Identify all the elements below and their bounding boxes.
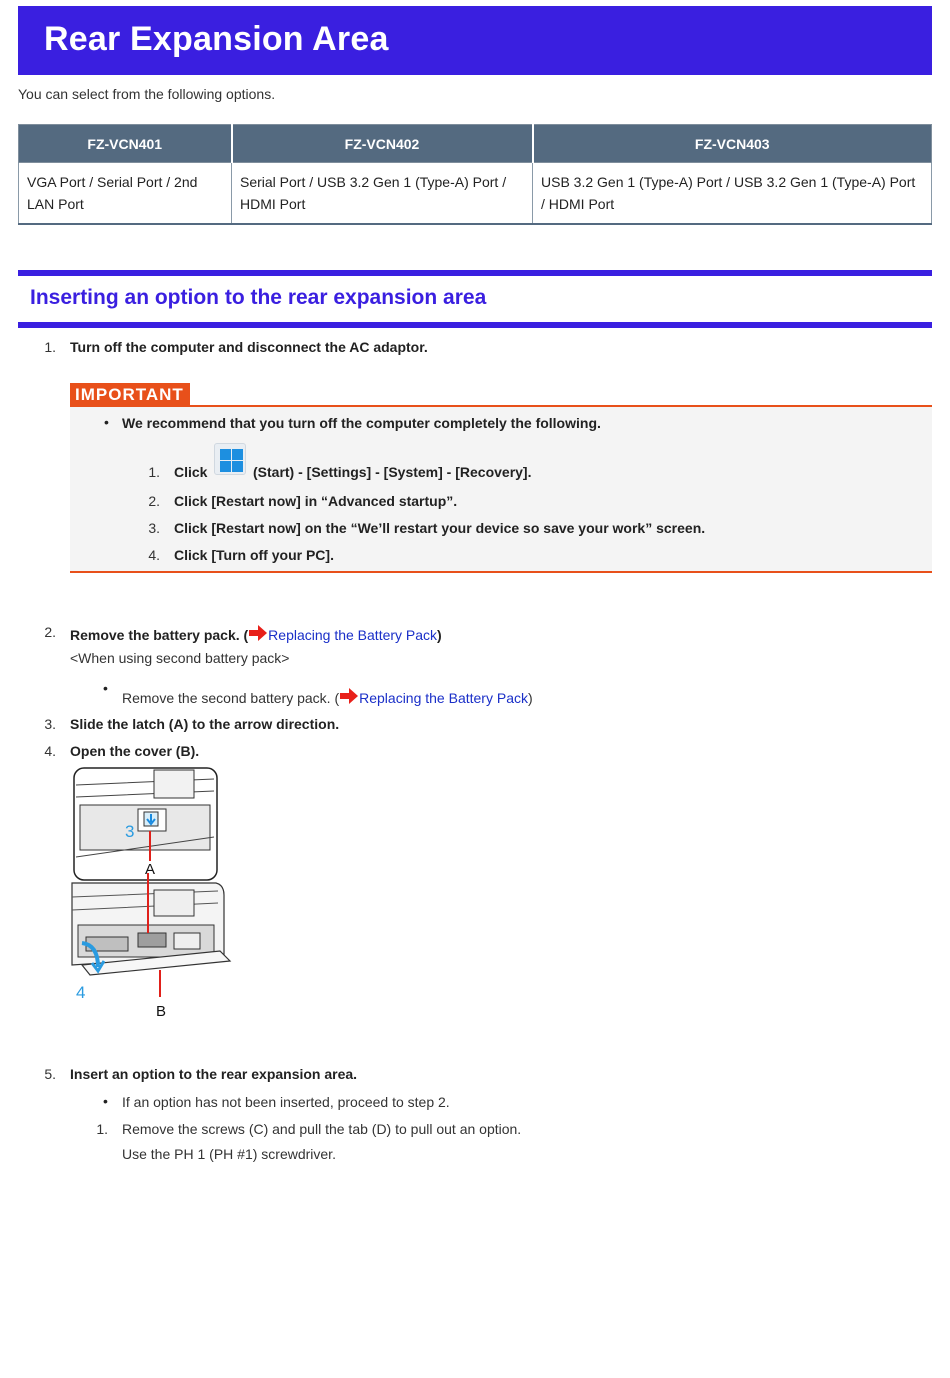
sub-text: Remove the second battery pack. ( (122, 690, 340, 706)
step-number: 5. (44, 1066, 56, 1082)
battery-pack-link[interactable]: Replacing the Battery Pack (268, 627, 438, 643)
important-label: IMPORTANT (70, 383, 190, 406)
title-bar (18, 6, 932, 75)
substep-number: 3. (148, 520, 160, 536)
step-text: Insert an option to the rear expansion area. (70, 1066, 358, 1082)
second-battery-pack-link[interactable]: Replacing the Battery Pack (359, 690, 528, 706)
rear-expansion-figure (68, 765, 238, 1025)
column-header: FZ-VCN403 (533, 125, 932, 163)
step-number: 4. (44, 743, 56, 759)
step-2-sub-line (122, 687, 533, 706)
table-cell: VGA Port / Serial Port / 2nd LAN Port (19, 163, 232, 225)
substep-number: 4. (148, 547, 160, 563)
important-rule-bottom (70, 571, 932, 573)
substep-note: Use the PH 1 (PH #1) screwdriver. (122, 1146, 336, 1162)
important-rule-top (70, 405, 932, 407)
table-header-row (19, 125, 932, 163)
table-cell: USB 3.2 Gen 1 (Type-A) Port / USB 3.2 Gen 1 (Type-A) Port / HDMI Port (533, 163, 932, 225)
substep-number: 1. (96, 1121, 108, 1137)
substep-text-post: (Start) - [Settings] - [System] - [Recovery]. (253, 464, 532, 480)
section-title: Inserting an option to the rear expansion area (30, 286, 487, 309)
step-number: 1. (44, 339, 56, 355)
table-row (19, 163, 932, 225)
table-cell: Serial Port / USB 3.2 Gen 1 (Type-A) Port / HDMI Port (232, 163, 533, 225)
label-a: A (145, 861, 156, 878)
callout-4: 4 (76, 983, 86, 1002)
red-arrow-icon (248, 624, 268, 642)
step-text: Turn off the computer and disconnect the AC adaptor. (70, 339, 428, 355)
substep-number: 2. (148, 493, 160, 509)
substep-number: 1. (148, 464, 160, 480)
column-header: FZ-VCN402 (232, 125, 533, 163)
important-box (70, 383, 932, 573)
substep-text-pre: Click (174, 464, 208, 480)
sub-text-close: ) (527, 690, 533, 706)
step-2-line (70, 624, 442, 643)
bullet-dot: • (103, 680, 108, 696)
step-number: 3. (44, 716, 56, 732)
callout-3: 3 (125, 822, 135, 841)
step-number: 2. (44, 624, 56, 640)
step-text: Slide the latch (A) to the arrow direction. (70, 716, 340, 732)
step-text: Open the cover (B). (70, 743, 200, 759)
substep-text: Click [Restart now] in “Advanced startup”. (174, 493, 458, 509)
options-table (18, 124, 932, 225)
bullet-text: If an option has not been inserted, proceed to step 2. (122, 1094, 450, 1110)
label-b: B (156, 1003, 167, 1020)
step-note: <When using second battery pack> (70, 650, 290, 666)
step-text: Remove the battery pack. ( (70, 627, 249, 643)
substep-text: Click [Turn off your PC]. (174, 547, 334, 563)
substep-text: Click [Restart now] on the “We’ll restart your device so save your work” screen. (174, 520, 706, 536)
intro-text: You can select from the following options. (18, 86, 276, 102)
windows-start-icon (214, 443, 246, 475)
column-header: FZ-VCN401 (19, 125, 232, 163)
red-arrow-icon (339, 687, 359, 705)
page-title: Rear Expansion Area (44, 20, 389, 58)
section-rule-bottom (18, 322, 932, 328)
bullet-dot: • (103, 1093, 108, 1109)
bullet-dot: • (104, 414, 109, 430)
step-text-close: ) (437, 627, 442, 643)
important-bullet-text: We recommend that you turn off the computer completely the following. (122, 415, 601, 431)
substep-text: Remove the screws (C) and pull the tab (D) to pull out an option. (122, 1121, 522, 1137)
section-rule-top (18, 270, 932, 276)
